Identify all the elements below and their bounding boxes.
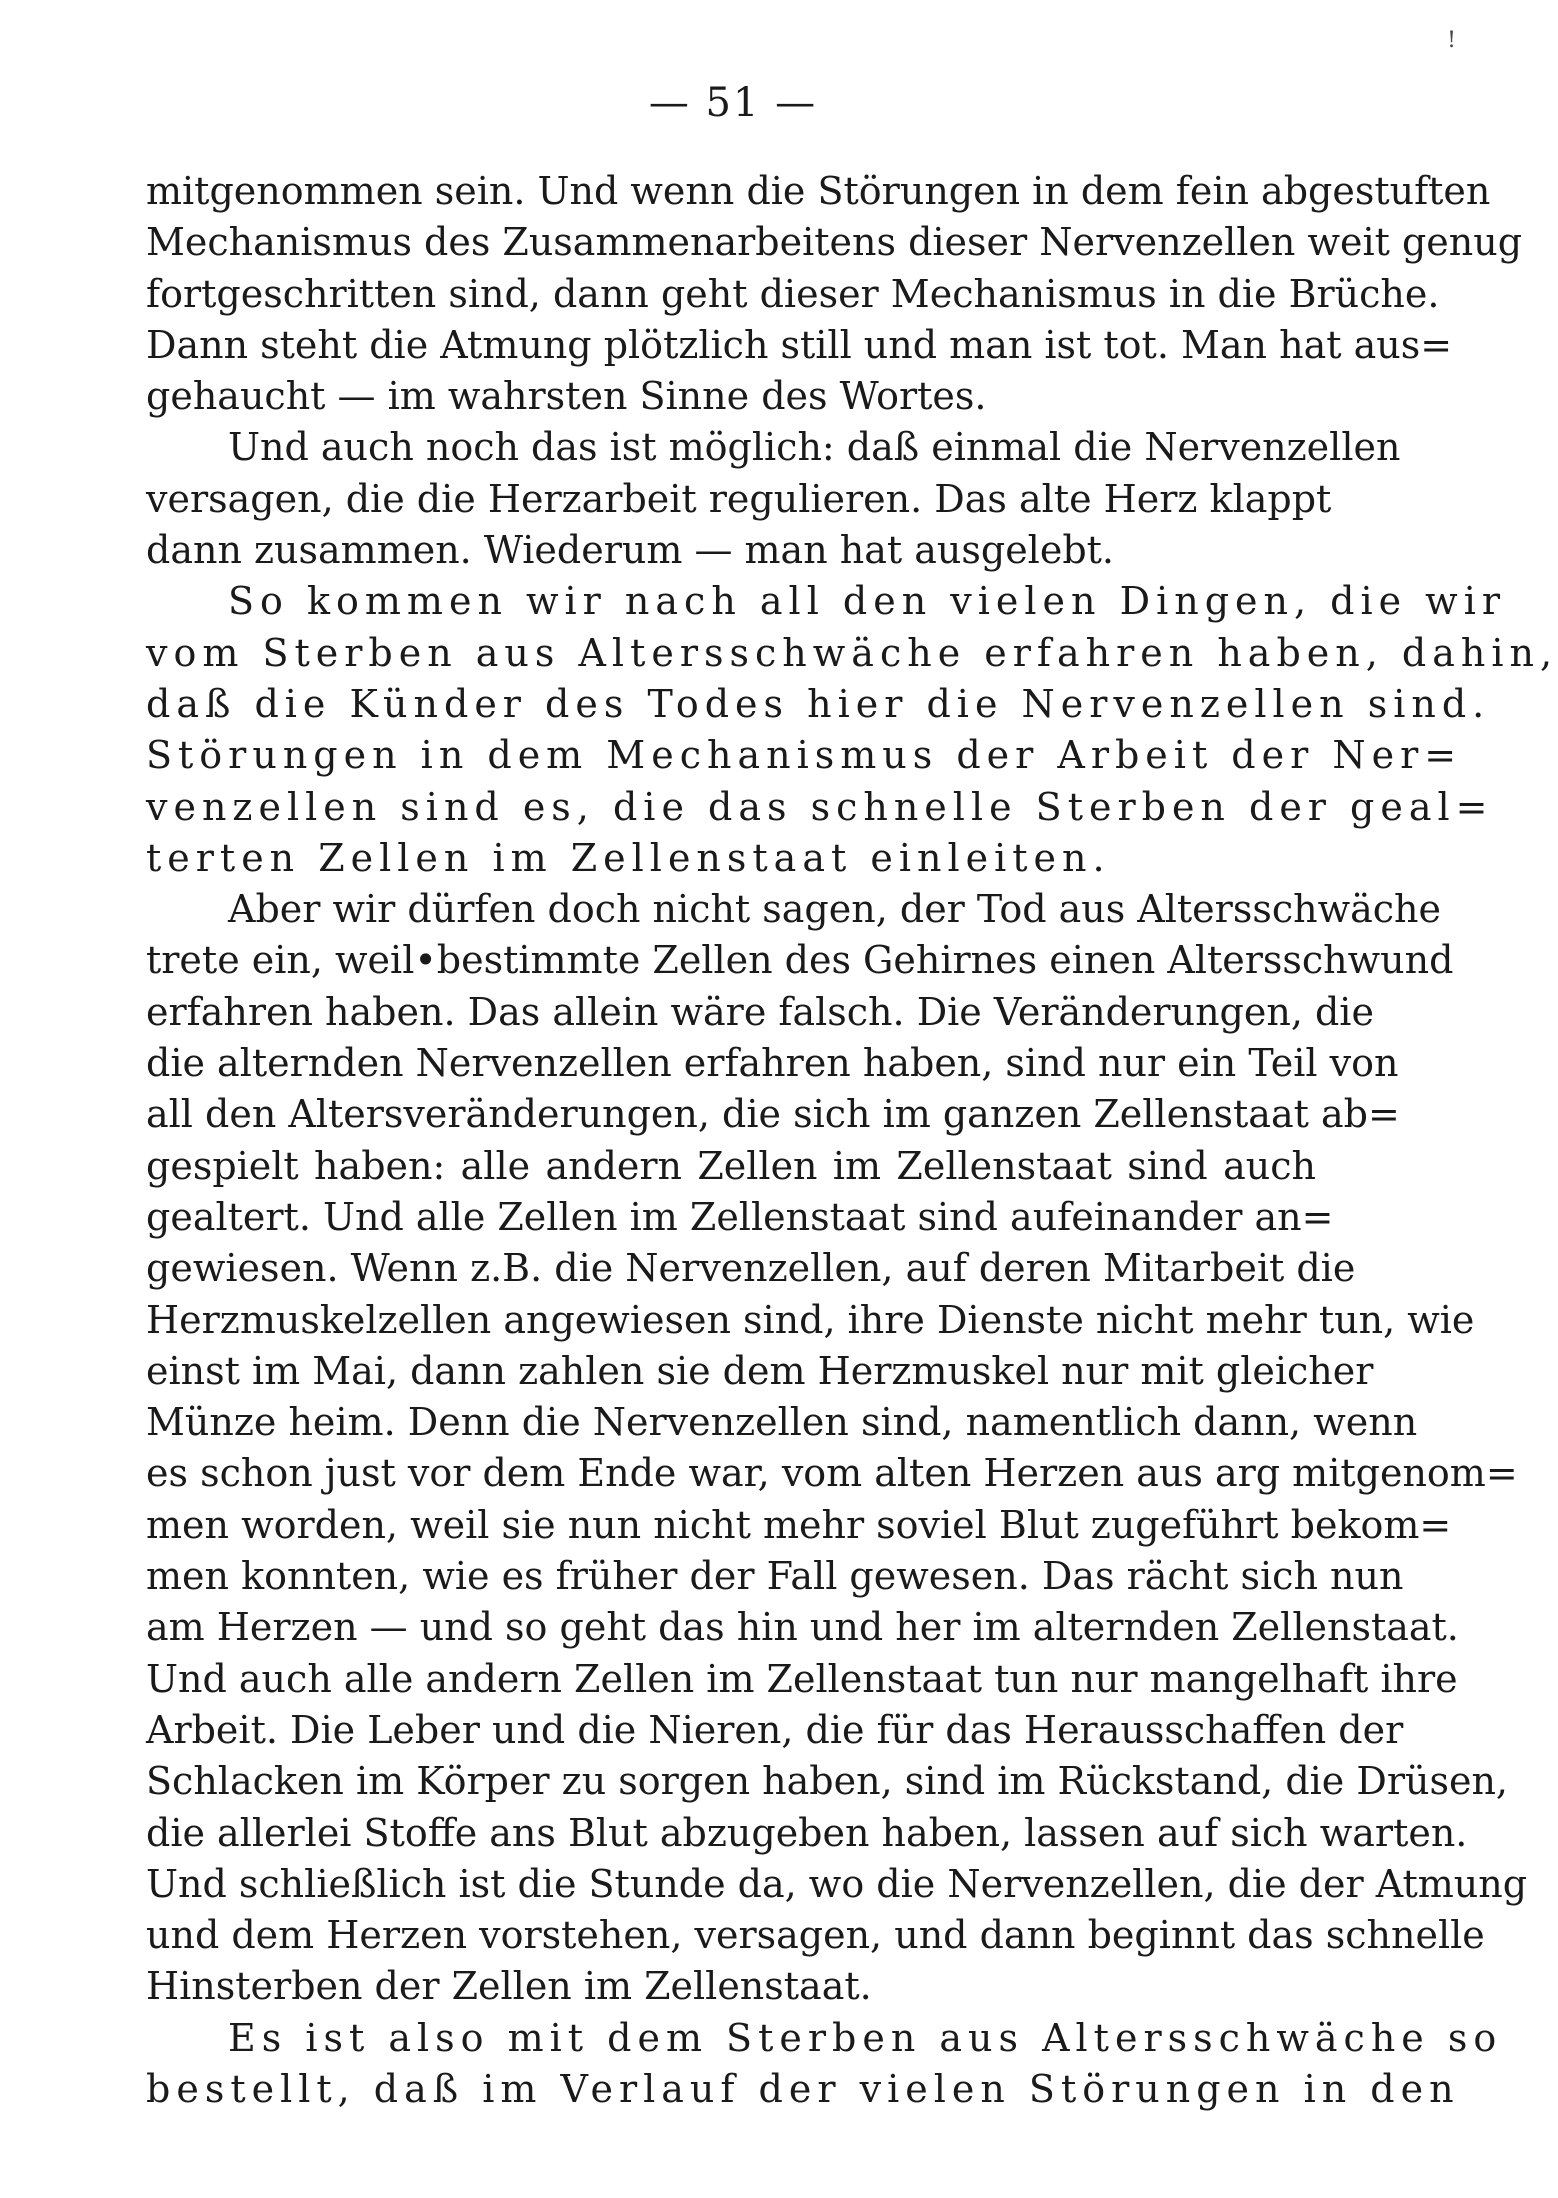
- text-line: die allerlei Stoffe ans Blut abzugeben haben, lassen auf sich warten.: [146, 1810, 1468, 1855]
- text-line: es schon just vor dem Ende war, vom alten Herzen aus arg mitgenom=: [146, 1451, 1518, 1496]
- body-text: [146, 166, 1558, 2115]
- text-line: terten Zellen im Zellenstaat einleiten.: [146, 835, 1111, 880]
- text-line: Und schließlich ist die Stunde da, wo die Nervenzellen, die der Atmung: [146, 1861, 1528, 1906]
- text-line: Schlacken im Körper zu sorgen haben, sind im Rückstand, die Drüsen,: [146, 1759, 1509, 1804]
- text-line: Und auch alle andern Zellen im Zellenstaat tun nur mangelhaft ihre: [146, 1656, 1458, 1701]
- corner-mark: !: [1447, 28, 1456, 53]
- text-line: mitgenommen sein. Und wenn die Störungen in dem fein abgestuften: [146, 169, 1491, 213]
- text-line: und dem Herzen vorstehen, versagen, und dann beginnt das schnelle: [146, 1913, 1485, 1958]
- text-line: all den Altersveränderungen, die sich im ganzen Zellenstaat ab=: [146, 1092, 1400, 1137]
- text-line: Störungen in dem Mechanismus der Arbeit der Ner=: [146, 733, 1463, 778]
- text-line: gewiesen. Wenn z.B. die Nervenzellen, auf deren Mitarbeit die: [146, 1246, 1356, 1291]
- text-line: Arbeit. Die Leber und die Nieren, die für das Herausschaffen der: [146, 1707, 1404, 1752]
- text-line: erfahren haben. Das allein wäre falsch. Die Veränderungen, die: [146, 989, 1374, 1034]
- text-line: Münze heim. Denn die Nervenzellen sind, namentlich dann, wenn: [146, 1400, 1418, 1445]
- text-line: gehaucht — im wahrsten Sinne des Wortes.: [146, 374, 987, 419]
- text-line: vom Sterben aus Altersschwäche erfahren haben, dahin,: [146, 630, 1558, 675]
- page-number: — 51 —: [648, 80, 818, 126]
- text-line: am Herzen — und so geht das hin und her im alternden Zellenstaat.: [146, 1605, 1459, 1650]
- text-line: Und auch noch das ist möglich: daß einmal die Nervenzellen: [228, 425, 1401, 470]
- text-line: bestellt, daß im Verlauf der vielen Störungen in den: [146, 2066, 1460, 2111]
- text-line: trete ein, weil•bestimmte Zellen des Gehirnes einen Altersschwund: [146, 938, 1454, 983]
- text-line: men worden, weil sie nun nicht mehr soviel Blut zugeführt bekom=: [146, 1502, 1452, 1547]
- text-line: einst im Mai, dann zahlen sie dem Herzmuskel nur mit gleicher: [146, 1348, 1374, 1393]
- text-line: Dann steht die Atmung plötzlich still und man ist tot. Man hat aus=: [146, 322, 1453, 367]
- text-line: Hinsterben der Zellen im Zellenstaat.: [146, 1964, 872, 2009]
- text-line: gespielt haben: alle andern Zellen im Zellenstaat sind auch: [146, 1143, 1316, 1188]
- text-line: versagen, die die Herzarbeit regulieren. Das alte Herz klappt: [146, 476, 1332, 521]
- text-line: die alternden Nervenzellen erfahren haben, sind nur ein Teil von: [146, 1041, 1399, 1086]
- text-line: So kommen wir nach all den vielen Dingen, die wir: [228, 579, 1507, 624]
- text-line: men konnten, wie es früher der Fall gewesen. Das rächt sich nun: [146, 1554, 1404, 1599]
- text-line: Herzmuskelzellen angewiesen sind, ihre Dienste nicht mehr tun, wie: [146, 1297, 1475, 1342]
- text-line: daß die Künder des Todes hier die Nervenzellen sind.: [146, 681, 1491, 726]
- text-line: venzellen sind es, die das schnelle Sterben der geal=: [146, 784, 1494, 829]
- text-line: Aber wir dürfen doch nicht sagen, der Tod aus Altersschwäche: [228, 887, 1442, 932]
- text-line: dann zusammen. Wiederum — man hat ausgelebt.: [146, 528, 1114, 573]
- text-line: gealtert. Und alle Zellen im Zellenstaat sind aufeinander an=: [146, 1194, 1334, 1239]
- text-line: Es ist also mit dem Sterben aus Altersschwäche so: [228, 2015, 1503, 2060]
- text-line: fortgeschritten sind, dann geht dieser Mechanismus in die Brüche.: [146, 271, 1440, 316]
- text-line: Mechanismus des Zusammenarbeitens dieser Nervenzellen weit genug: [146, 220, 1523, 265]
